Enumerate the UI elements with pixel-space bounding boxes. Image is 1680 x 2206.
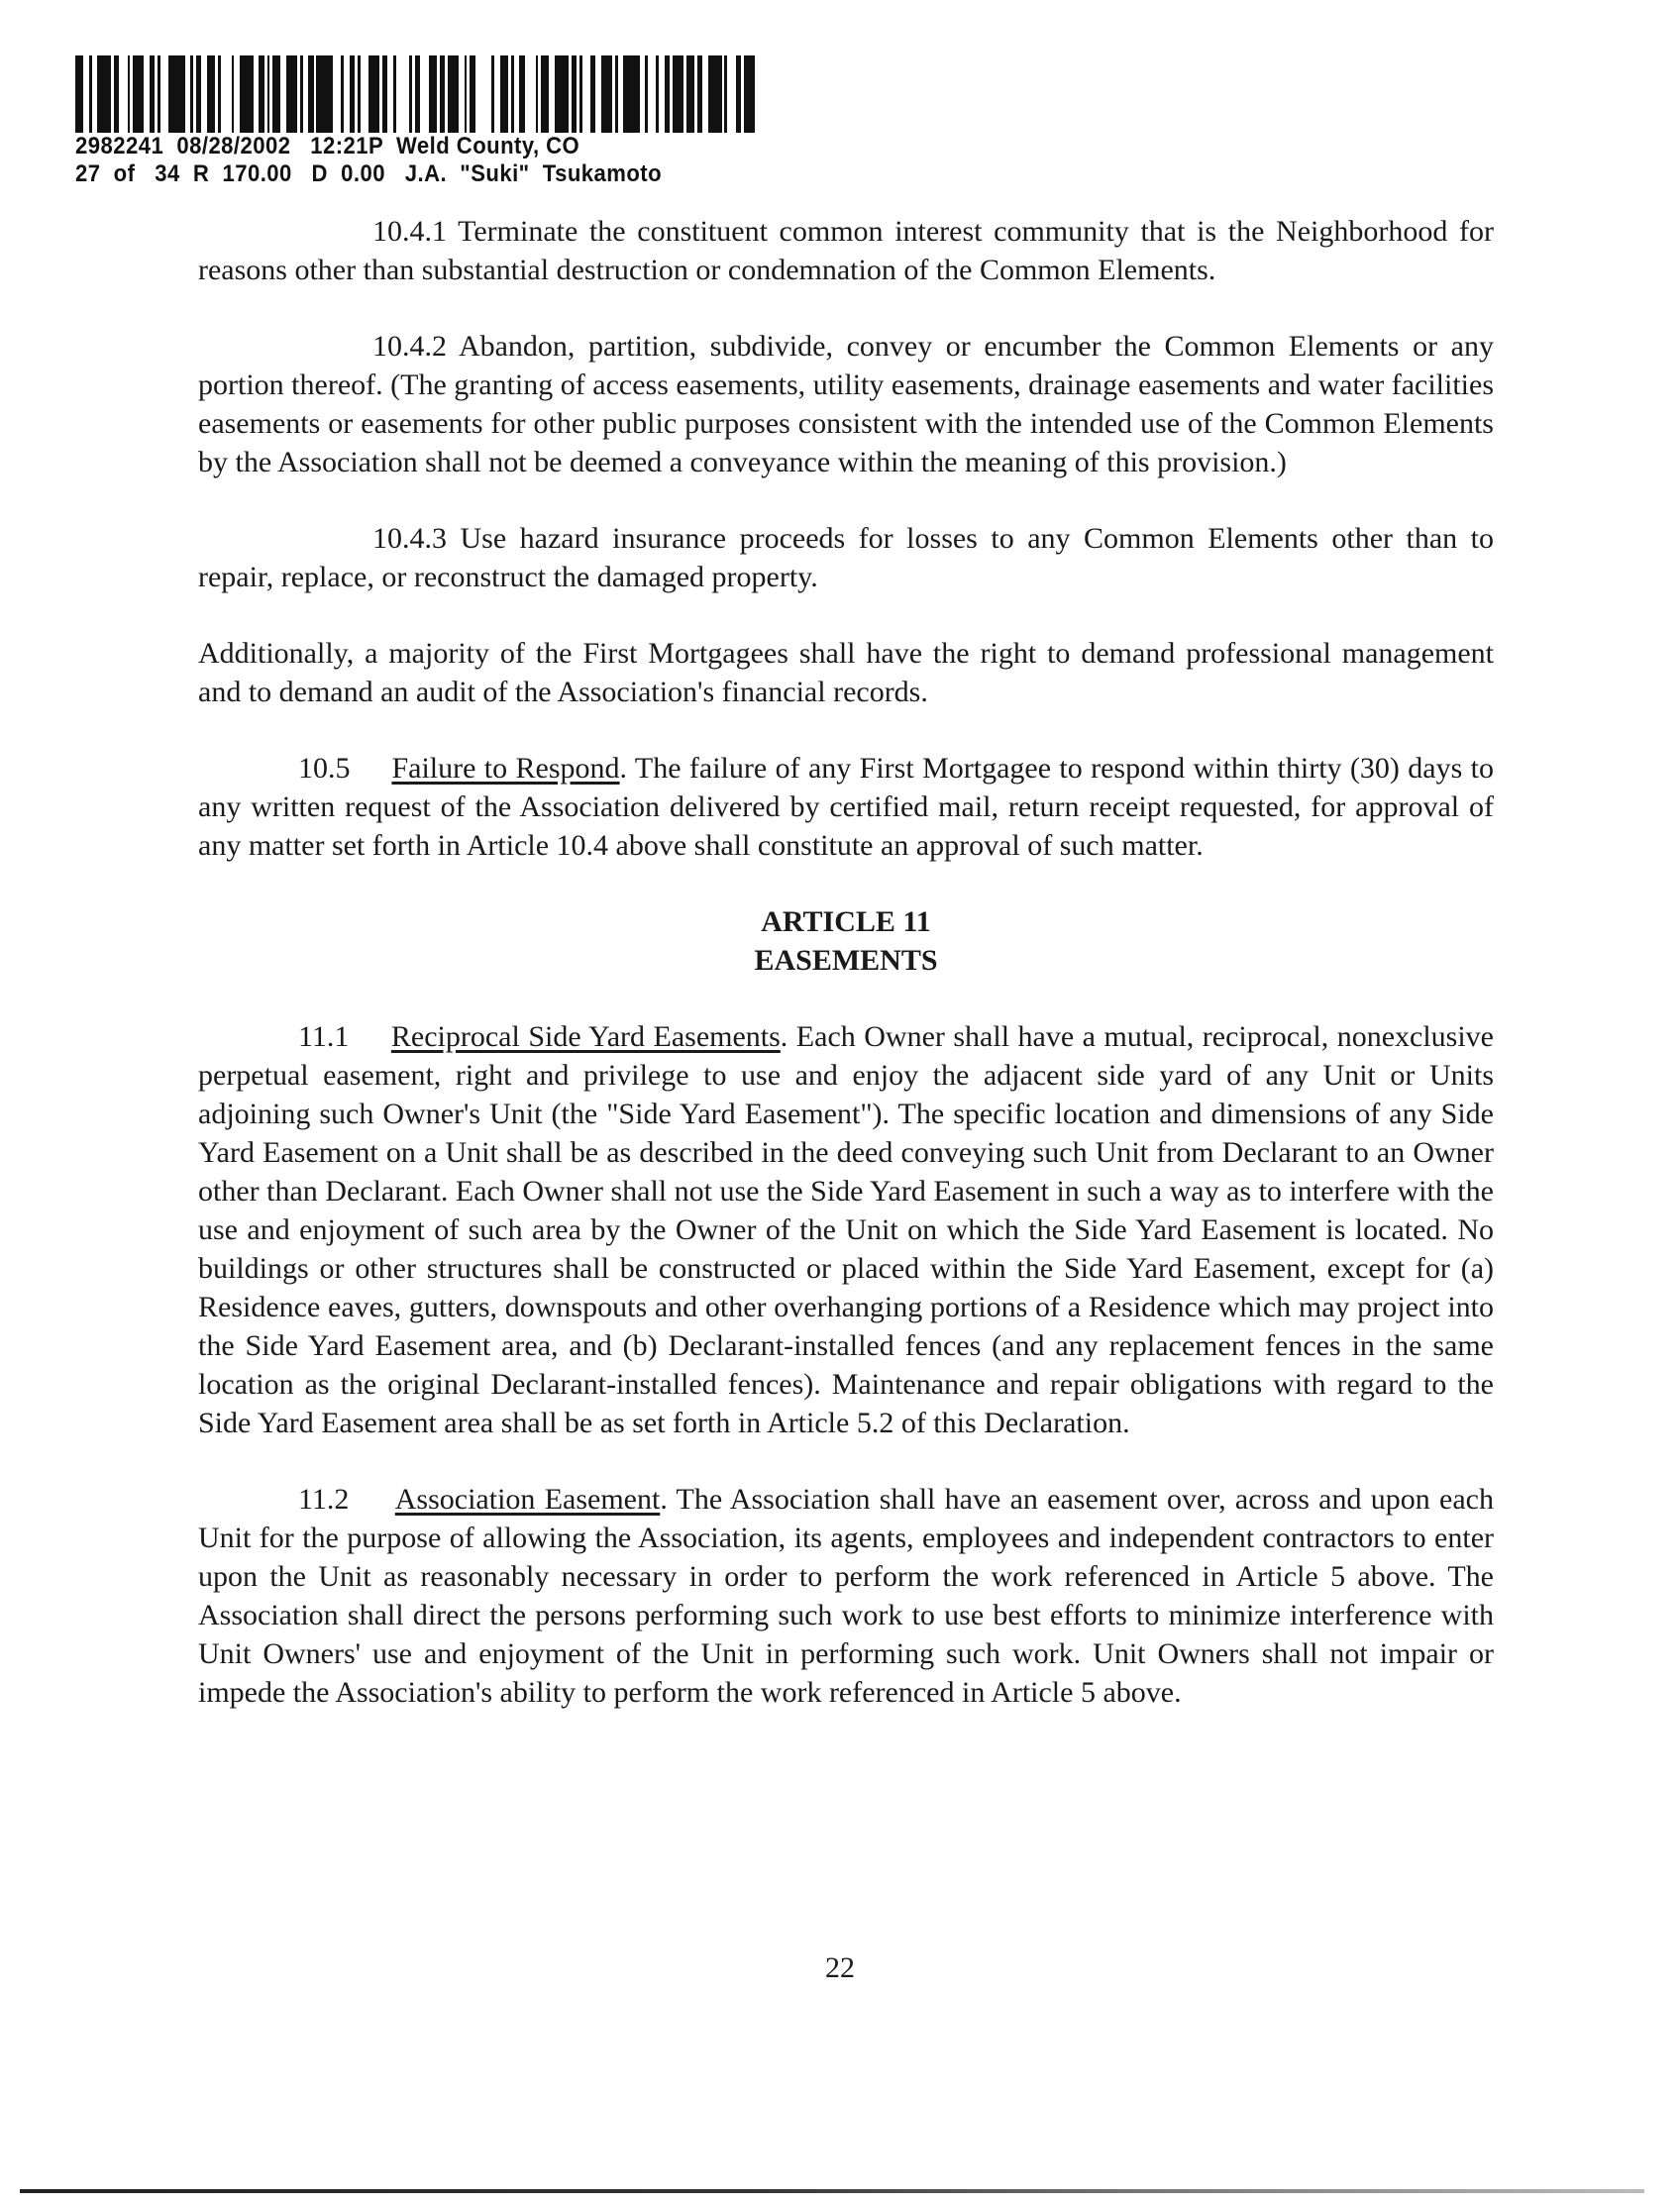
document-body [198, 212, 1494, 1712]
barcode-bar [168, 55, 185, 133]
barcode-gap [420, 55, 428, 133]
barcode-gap [525, 55, 536, 133]
additional-paragraph: Additionally, a majority of the First Mortgagees shall have the right to demand professional management and to demand an audit of the Association's financial records. [198, 637, 1494, 708]
section-text: Abandon, partition, subdivide, convey or encumber the Common Elements or any portion thereof. (The granting of access easements, utility easements, drainage easements and water facilities easements or easements for other public purposes consistent with the intended use of the Common Elements by the Association shall not be deemed a conveyance within the meaning of this provision.) [198, 330, 1494, 478]
page-number: 22 [825, 1951, 855, 1984]
section-number: 10.4.1 [372, 215, 447, 248]
barcode-bar [500, 55, 508, 133]
barcode-bar [673, 55, 683, 133]
barcode-bar [286, 55, 297, 133]
section-number: 10.5 [298, 752, 351, 785]
section-number: 11.2 [298, 1483, 350, 1516]
article-title: EASEMENTS [754, 944, 938, 977]
section-text: Use hazard insurance proceeds for losses to any Common Elements other than to repair, replace, or reconstruct the damaged property. [198, 522, 1494, 593]
recording-stamp [75, 55, 769, 188]
bottom-rule [20, 2189, 1644, 2193]
section-number: 10.4.3 [372, 522, 447, 555]
section-text: The failure of any First Mortgagee to respond within thirty (30) days to any written request of the Association delivered by certified mail, return receipt requested, for approval of any matter set forth in Article 10.4 above shall constitute an approval of such matter. [198, 752, 1495, 862]
section-title: Failure to Respond [391, 752, 620, 785]
barcode-bar [316, 55, 333, 133]
barcode-bar [555, 55, 569, 133]
barcode-gap [648, 55, 656, 133]
article-heading: ARTICLE 11 [761, 905, 931, 938]
section-10-4-2 [198, 327, 1494, 481]
section-10-4-3 [198, 519, 1494, 596]
section-number: 10.4.2 [372, 330, 447, 363]
barcode-gap [160, 55, 168, 133]
barcode-bar [541, 55, 549, 133]
stamp-line-1: 2982241 08/28/2002 12:21P Weld County, CO [75, 133, 580, 159]
barcode-bar [601, 55, 612, 133]
section-title: Reciprocal Side Yard Easements [390, 1020, 781, 1053]
section-text: Each Owner shall have a mutual, reciprocal, nonexclusive perpetual easement, right and privilege to use and enjoy the adjacent side yard of any Unit or Units adjoining such Owner's Unit (the "Side Yard Easement"). The specific location and dimensions of any Side Yard Easement on a Unit shall be as described in the deed conveying such Unit from Declarant to an Owner other than Declarant. Each Owner shall not use the Side Yard Easement in such a way as to interfere with the use and enjoyment of such area by the Owner of the Unit on which the Side Yard Easement is located. No buildings or other structures shall be constructed or placed within the Side Yard Easement, except for (a) Residence eaves, gutters, downspouts and other overhanging portions of a Residence which may project into the Side Yard Easement area, and (b) Declarant-installed fences (and any replacement fences in the same location as the original Declarant-installed fences). Maintenance and repair obligations with regard to the Side Yard Easement area shall be as set forth in Article 5.2 of this Declaration. [198, 1020, 1494, 1439]
section-11-2: 11.2 Association Easement. The Association shall have an easement over, across and upon each Unit for the purpose of allowing the Association, its agents, employees and independent contractors to enter upon the Unit as reasonably necessary in order to perform the work referenced in Article 5 above. The Association shall direct the persons performing such work to use best efforts to minimize interference with Unit Owners' use and enjoyment of the Unit in performing such work. Unit Owners shall not impair or impede the Association's ability to perform the work referenced in Article 5 above. [198, 1483, 1494, 1709]
barcode-bar [686, 55, 694, 133]
barcode-gap [333, 55, 341, 133]
barcode-bar [240, 55, 254, 133]
barcode-bar [133, 55, 144, 133]
section-text: Terminate the constituent common interest community that is the Neighborhood for reasons other than substantial destruction or condemnation of the Common Elements. [198, 215, 1494, 286]
barcode-gap [119, 55, 127, 133]
barcode-bar [744, 55, 755, 133]
section-number: 11.1 [298, 1020, 350, 1053]
stamp-line-2: 27 of 34 R 170.00 D 0.00 J.A. "Suki" Tsukamoto [75, 160, 663, 187]
barcode-bar [623, 55, 640, 133]
section-title: Association Easement [394, 1483, 661, 1516]
section-10-4-1 [198, 212, 1494, 289]
barcode-gap [727, 55, 735, 133]
barcode-bar [448, 55, 459, 133]
barcode-gap [221, 55, 232, 133]
section-text: The Association shall have an easement over, across and upon each Unit for the purpose of allowing the Association, its agents, employees and independent contractors to enter upon the Unit as reasonably necessary in order to perform the work referenced in Article 5 above. The Association shall direct the persons performing such work to use best efforts to minimize interference with Unit Owners' use and enjoyment of the Unit in performing such work. Unit Owners shall not impair or impede the Association's ability to perform the work referenced in Article 5 above. [198, 1483, 1494, 1709]
barcode-bar [368, 55, 379, 133]
barcode-gap [582, 55, 590, 133]
section-11-1: 11.1 Reciprocal Side Yard Easements. Each Owner shall have a mutual, reciprocal, nonexclusive perpetual easement, right and privilege to use and enjoy the adjacent side yard of any Unit or Units adjoining such Owner's Unit (the "Side Yard Easement"). The specific location and dimensions of any Side Yard Easement on a Unit shall be as described in the deed conveying such Unit from Declarant to an Owner other than Declarant. Each Owner shall not use the Side Yard Easement in such a way as to interfere with the use and enjoyment of such area by the Owner of the Unit on which the Side Yard Easement is located. No buildings or other structures shall be constructed or placed within the Side Yard Easement, except for (a) Residence eaves, gutters, downspouts and other overhanging portions of a Residence which may project into the Side Yard Easement area, and (b) Declarant-installed fences (and any replacement fences in the same location as the original Declarant-installed fences). Maintenance and repair obligations with regard to the Side Yard Easement area shall be as set forth in Article 5.2 of this Declaration. [198, 1020, 1494, 1439]
barcode-bar [429, 55, 437, 133]
barcode-gap [361, 55, 368, 133]
barcode-gap [396, 55, 410, 133]
barcode-bar [272, 55, 280, 133]
barcode-gap [475, 55, 492, 133]
barcode-bar [97, 55, 111, 133]
barcode-bar [207, 55, 215, 133]
section-10-5: 10.5 Failure to Respond. The failure of any First Mortgagee to respond within thirty (30) days to any written request of the Association delivered by certified mail, return receipt requested, for approval of any matter set forth in Article 10.4 above shall constitute an approval of such matter. [198, 752, 1495, 862]
barcode-gap [755, 55, 761, 133]
barcode-bar [75, 55, 83, 133]
barcode-bar [708, 55, 722, 133]
barcode-image [75, 55, 761, 133]
